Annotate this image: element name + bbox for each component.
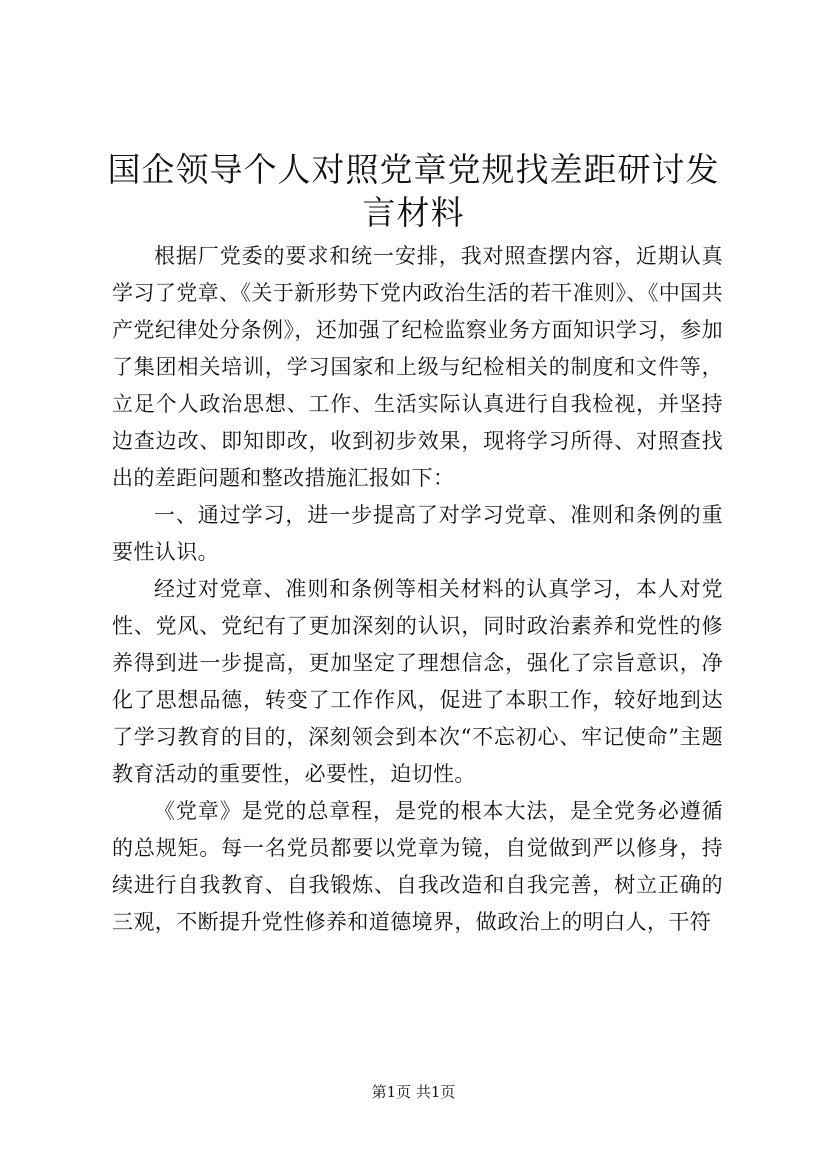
paragraph-party-constitution: 《党章》是党的总章程，是党的根本大法，是全党务必遵循的总规矩。每一名党员都要以党章为镜，自觉做到严以修身，持续进行自我教育、自我锻炼、自我改造和自我完善，树立正确的三观，不断提升党性修养和道德境界，做政治上的明白人，干符	[112, 799, 723, 934]
document-title: 国企领导个人对照党章党规找差距研讨发言材料	[107, 150, 720, 232]
paragraph-section-heading: 一、通过学习，进一步提高了对学习党章、准则和条例的重要性认识。	[112, 503, 723, 564]
paragraph-study-outcome: 经过对党章、准则和条例等相关材料的认真学习，本人对党性、党风、党纪有了更加深刻的认识，同时政治素养和党性的修养得到进一步提高，更加坚定了理想信念，强化了宗旨意识，净化了思想品德，转变了工作作风，促进了本职工作，较好地到达了学习教育的目的，深刻领会到本次“不忘初心、牢记使命”主题教育活动的重要性，必要性，迫切性。	[112, 577, 723, 786]
page-footer: 第1页 共1页	[371, 1083, 456, 1101]
document-body	[112, 238, 723, 941]
paragraph-intro: 根据厂党委的要求和统一安排，我对照查摆内容，近期认真学习了党章、《关于新形势下党内政治生活的若干准则》、《中国共产党纪律处分条例》，还加强了纪检监察业务方面知识学习，参加了集团相关培训，学习国家和上级与纪检相关的制度和文件等，立足个人政治思想、工作、生活实际认真进行自我检视，并坚持边查边改、即知即改，收到初步效果，现将学习所得、对照查找出的差距问题和整改措施汇报如下：	[112, 244, 723, 490]
